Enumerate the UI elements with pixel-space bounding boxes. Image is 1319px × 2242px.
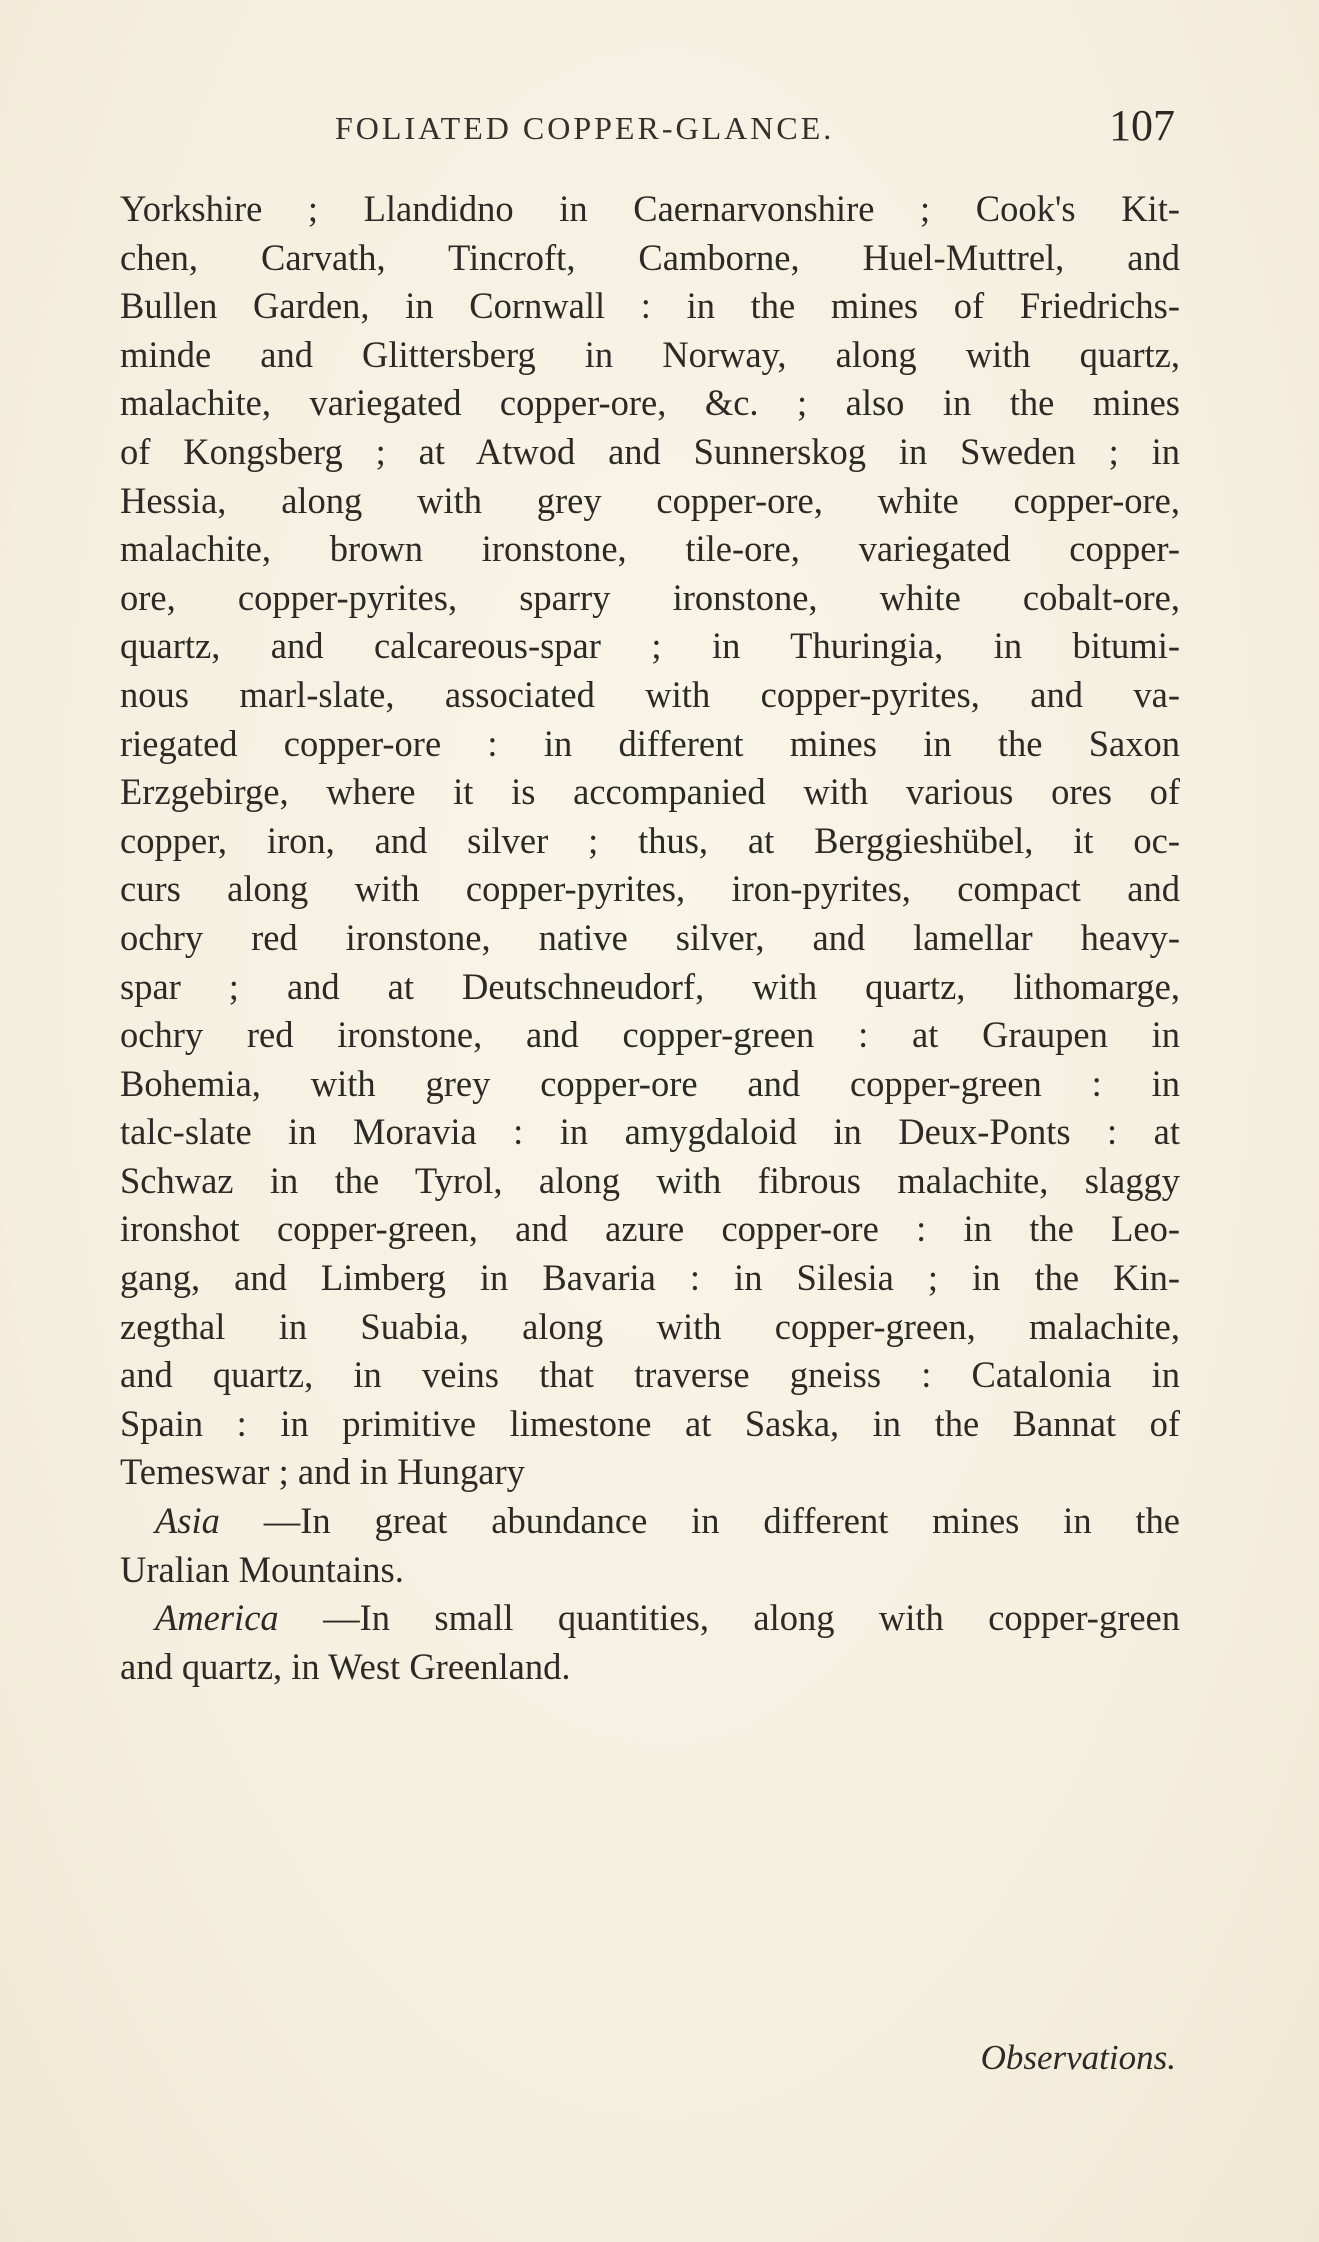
catchword: Observations. (980, 2038, 1176, 2077)
america-paragraph-first-line (120, 1594, 1180, 1643)
text-line: curs along with copper-pyrites, iron-pyrites, compact and (120, 868, 1180, 910)
text-line: and quartz, in veins that traverse gneiss : Catalonia in (120, 1354, 1180, 1396)
text-line: of Kongsberg ; at Atwod and Sunnerskog in Sweden ; in (120, 430, 1180, 472)
text-line: gang, and Limberg in Bavaria : in Silesia ; in the Kin- (120, 1257, 1180, 1299)
text-line: malachite, variegated copper-ore, &c. ; also in the mines (120, 382, 1180, 424)
text-line: nous marl-slate, associated with copper-pyrites, and va- (120, 673, 1180, 715)
text-line: malachite, brown ironstone, tile-ore, variegated copper- (120, 528, 1180, 570)
text-line: and quartz, in West Greenland. (120, 1645, 571, 1687)
running-head: FOLIATED COPPER-GLANCE. (335, 110, 835, 146)
text-line: zegthal in Suabia, along with copper-green, malachite, (120, 1305, 1180, 1347)
text-line: talc-slate in Moravia : in amygdaloid in Deux-Ponts : at (120, 1111, 1180, 1153)
region-heading-america: America (155, 1597, 279, 1639)
text-line: copper, iron, and silver ; thus, at Berggieshübel, it oc- (120, 819, 1180, 861)
text-line: Temeswar ; and in Hungary (120, 1451, 525, 1493)
text-line: spar ; and at Deutschneudorf, with quartz, lithomarge, (120, 965, 1180, 1007)
text-line: Uralian Mountains. (120, 1548, 404, 1590)
region-heading-asia: Asia (155, 1500, 220, 1542)
america-text: —In small quantities, along with copper-green (278, 1597, 1180, 1639)
text-line: quartz, and calcareous-spar ; in Thuringia, in bitumi- (120, 625, 1180, 667)
text-line: Bullen Garden, in Cornwall : in the mines of Friedrichs- (120, 285, 1180, 327)
text-line: Erzgebirge, where it is accompanied with various ores of (120, 771, 1180, 813)
text-line: ochry red ironstone, and copper-green : at Graupen in (120, 1014, 1180, 1056)
text-line: riegated copper-ore : in different mines in the Saxon (120, 722, 1180, 764)
text-line: chen, Carvath, Tincroft, Camborne, Huel-Muttrel, and (120, 236, 1180, 278)
text-line: Spain : in primitive limestone at Saska, in the Bannat of (120, 1402, 1180, 1444)
text-line: ore, copper-pyrites, sparry ironstone, white cobalt-ore, (120, 576, 1180, 618)
text-line: Bohemia, with grey copper-ore and copper-green : in (120, 1062, 1180, 1104)
page-number: 107 (1109, 101, 1175, 150)
page-header (120, 100, 1175, 160)
asia-paragraph-first-line (120, 1497, 1180, 1546)
text-line: minde and Glittersberg in Norway, along with quartz, (120, 333, 1180, 375)
text-line: Hessia, along with grey copper-ore, white copper-ore, (120, 479, 1180, 521)
text-line: Yorkshire ; Llandidno in Caernarvonshire ; Cook's Kit- (120, 188, 1180, 229)
asia-text: —In great abundance in different mines in the (219, 1500, 1180, 1542)
text-line: ochry red ironstone, native silver, and lamellar heavy- (120, 916, 1180, 958)
body-text (120, 185, 1180, 1691)
text-line: Schwaz in the Tyrol, along with fibrous malachite, slaggy (120, 1159, 1180, 1201)
text-line: ironshot copper-green, and azure copper-ore : in the Leo- (120, 1208, 1180, 1250)
